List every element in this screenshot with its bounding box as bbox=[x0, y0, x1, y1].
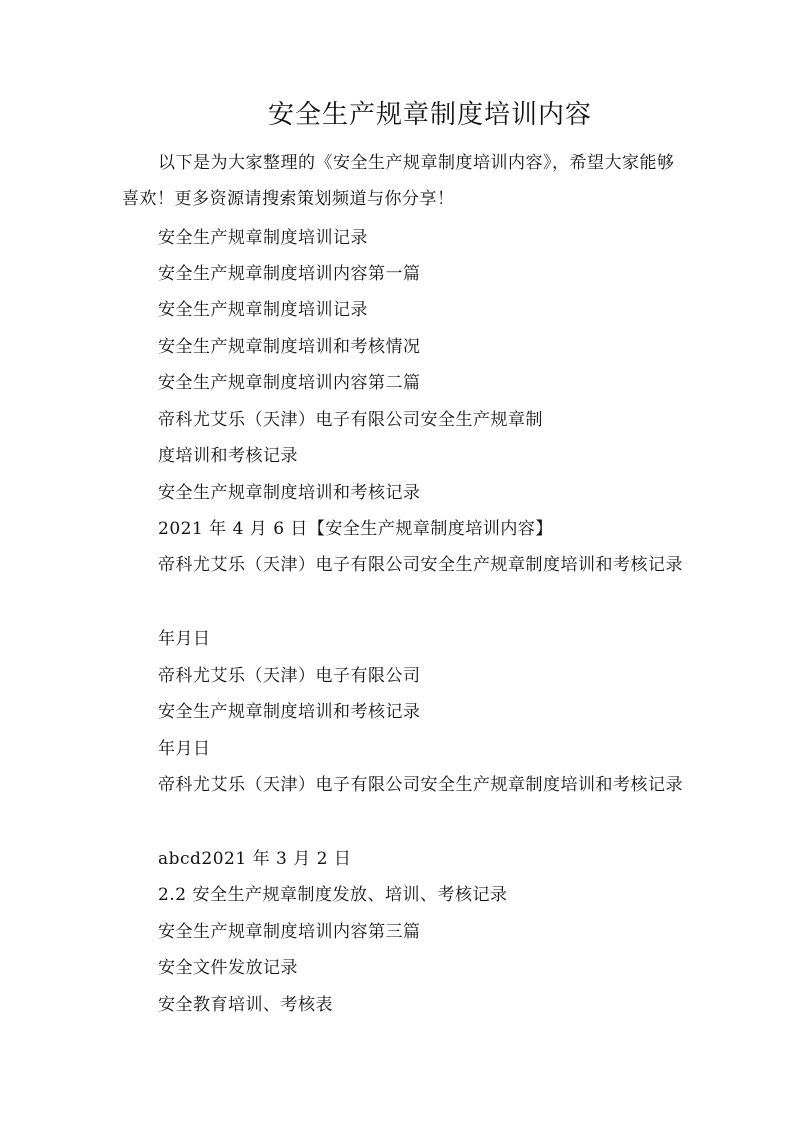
text-line: 帝科尤艾乐（天津）电子有限公司安全生产规章制 bbox=[158, 410, 543, 430]
document-title: 安全生产规章制度培训内容 bbox=[267, 100, 592, 130]
text-line: 安全生产规章制度培训内容第二篇 bbox=[158, 373, 421, 393]
text-line: 度培训和考核记录 bbox=[158, 446, 298, 466]
company-record-paragraph: 帝科尤艾乐（天津）电子有限公司安全生产规章制度培训和考核记录 bbox=[158, 775, 683, 795]
text-line: 安全文件发放记录 bbox=[158, 958, 298, 978]
company-record-paragraph: 帝科尤艾乐（天津）电子有限公司安全生产规章制度培训和考核记录 bbox=[158, 555, 683, 575]
text-line: 年月日 bbox=[158, 629, 211, 649]
text-line: 安全生产规章制度培训记录 bbox=[158, 228, 368, 248]
text-line: 安全生产规章制度培训和考核情况 bbox=[158, 337, 421, 357]
text-line: 安全生产规章制度培训内容第一篇 bbox=[158, 264, 421, 284]
text-line: 安全生产规章制度培训内容第三篇 bbox=[158, 922, 421, 942]
date-line: abcd2021 年 3 月 2 日 bbox=[158, 849, 352, 869]
text-line: 帝科尤艾乐（天津）电子有限公司 bbox=[158, 666, 421, 686]
text-line: 安全教育培训、考核表 bbox=[158, 995, 333, 1015]
text-line: 2.2 安全生产规章制度发放、培训、考核记录 bbox=[158, 885, 508, 905]
text-line: 年月日 bbox=[158, 739, 211, 759]
intro-paragraph: 以下是为大家整理的《安全生产规章制度培训内容》，希望大家能够喜欢！更多资源请搜索策划频道与你分享！ bbox=[122, 153, 675, 209]
text-line: 安全生产规章制度培训和考核记录 bbox=[158, 702, 421, 722]
text-line: 安全生产规章制度培训记录 bbox=[158, 300, 368, 320]
date-line: 2021 年 4 月 6 日【安全生产规章制度培训内容】 bbox=[158, 519, 553, 539]
text-line: 安全生产规章制度培训和考核记录 bbox=[158, 483, 421, 503]
